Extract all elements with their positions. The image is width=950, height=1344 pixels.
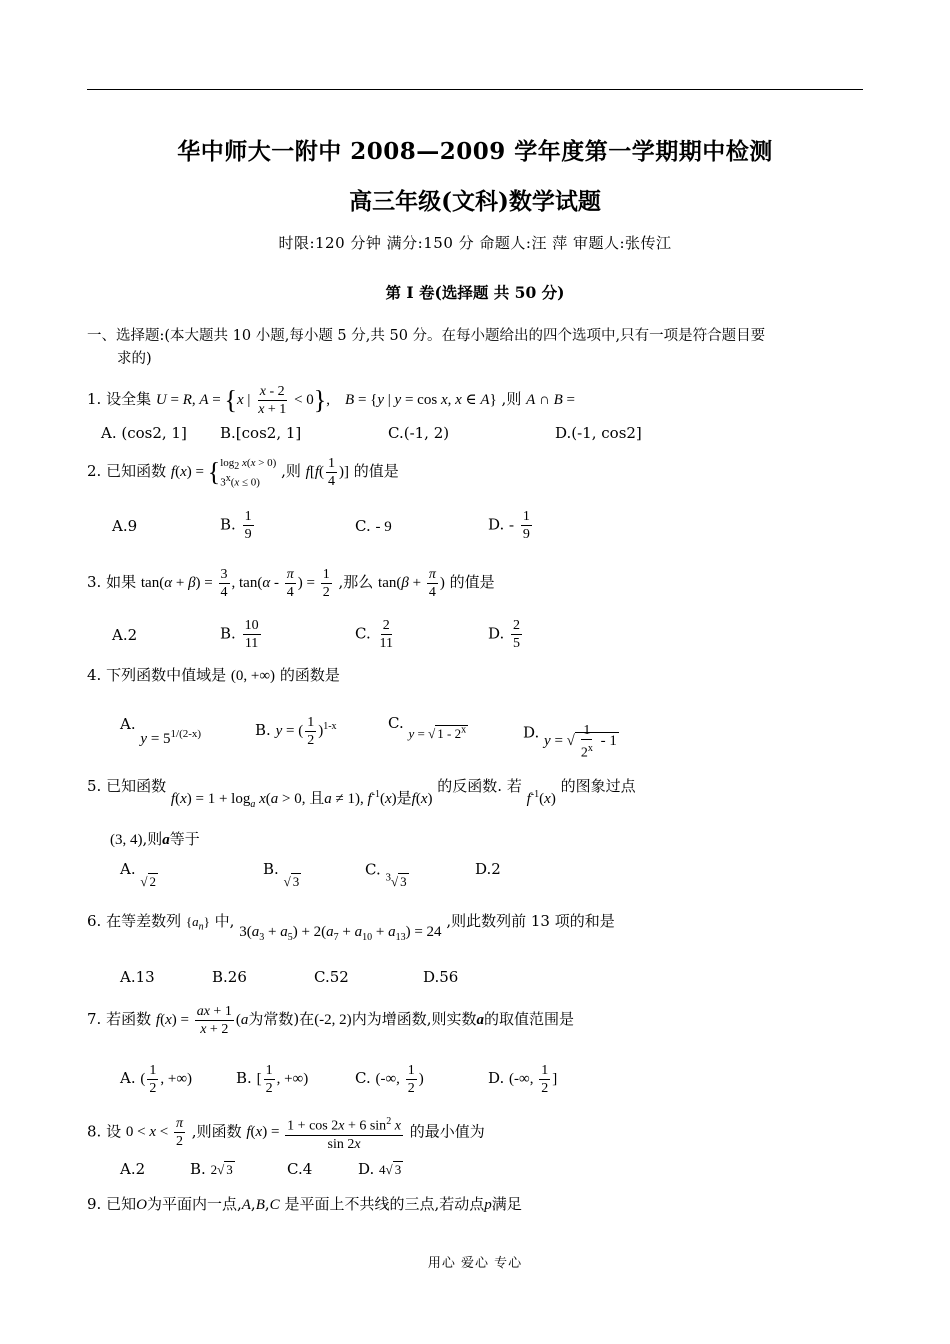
q3-option-c: C. $\frac{2}{11}$ xyxy=(355,618,393,651)
question-7: 7. 若函数 f(x) = $\frac{ax + 1}{x + 2}$ (a为常数)在(-2, 2)内为增函数,则实数a的取值范围是 xyxy=(87,1004,574,1037)
question-3: 3. 如果 tan(α + β) = $\frac{3}{4}$ , tan(α - $\frac{\pi}{4}$ ) = $\frac{1}{2}$ ,那么 tan(β + $\frac{\pi}{4}$ ) 的值是 xyxy=(87,567,495,600)
q5-option-b: B. √ 3 xyxy=(263,860,300,889)
header-rule xyxy=(87,89,863,90)
q2-piecewise: f(x) = { log2 x(x > 0) 3x(x ≤ 0) xyxy=(170,456,277,489)
q4-option-c: C. y = √ 1 - 2$^x$ xyxy=(388,714,467,741)
exam-title: 华中师大一附中 2008—2009 学年度第一学期期中检测 xyxy=(177,138,773,165)
q3-option-d: D. $\frac{2}{5}$ xyxy=(488,618,521,651)
q1-option-c: C.(-1, 2) xyxy=(388,424,450,442)
exam-subtitle: 高三年级(文科)数学试题 xyxy=(349,188,601,215)
question-8: 8. 设 0 < x < $\frac{\pi}{2}$ ,则函数 f(x) = $\frac{1 + \cos 2x + 6 \sin^2 x}{\sin 2x}$ 的最小值为 xyxy=(87,1113,485,1153)
q3-option-b: B. $\frac{10}{11}$ xyxy=(220,618,259,651)
question-5: 5. 已知函数 $f(x) = 1 + \log_a x(a > 0$, 且a ≠ 1), $f^{-1}(x)$是f(x) 的反函数. 若 $f^{-1}(x)$ 的图象过点 xyxy=(87,777,636,810)
q3-option-a: A.2 xyxy=(112,626,138,644)
instructions-line1: 一、选择题:(本大题共 10 小题,每小题 5 分,共 50 分。在每小题给出的四个选项中,只有一项是符合题目要 xyxy=(87,328,766,344)
instructions-line2: 求的) xyxy=(117,351,152,367)
q7-option-a: A. ( $\frac{1}{2}$ , +∞) xyxy=(120,1063,193,1096)
instructions xyxy=(87,325,877,371)
page-footer: 用心 爱心 专心 xyxy=(427,1256,523,1271)
q5-option-c: C. $^3$√ 3 xyxy=(365,860,407,890)
q6-option-d: D.56 xyxy=(423,968,459,986)
question-5-line2: (3, 4),则a等于 xyxy=(110,830,200,848)
question-4: 4. 下列函数中值域是 (0, +∞) 的函数是 xyxy=(87,666,340,684)
q3-formula: tan(α + β) = $\frac{3}{4}$ , tan(α - $\frac{\pi}{4}$ ) = $\frac{1}{2}$ xyxy=(140,567,330,600)
q1-option-b: B.[cos2, 1] xyxy=(220,424,302,442)
question-2: 2. 已知函数 f(x) = { log2 x(x > 0) 3x(x ≤ 0) ,则 f[f( $\frac{1}{4}$ )] 的值是 xyxy=(87,456,399,489)
q8-option-d: D. 4√ 3 xyxy=(358,1160,402,1178)
question-6: 6. 在等差数列 $\{a_n\}$ 中, $3(a_3 + a_5) + 2(a_7 + a_{10} + a_{13}) = 24$ ,则此数列前 13 项的和是 xyxy=(87,912,615,943)
q1-formula: U = R, A = {x | $\frac{x - 2}{x + 1}$ < 0}, B = {y | y = cos x, x ∈ A} xyxy=(155,384,497,417)
q7-option-b: B. [ $\frac{1}{2}$ , +∞) xyxy=(236,1063,309,1096)
q8-option-c: C.4 xyxy=(287,1160,313,1178)
q8-option-a: A.2 xyxy=(120,1160,146,1178)
q2-option-a: A.9 xyxy=(112,517,138,535)
q7-option-c: C. (-∞, $\frac{1}{2}$ ) xyxy=(355,1063,424,1096)
q6-option-c: C.52 xyxy=(314,968,349,986)
exam-meta: 时限:120 分钟 满分:150 分 命题人:汪 萍 审题人:张传江 xyxy=(278,234,672,252)
q1-option-d: D.(-1, cos2] xyxy=(555,424,642,442)
question-9: 9. 已知O为平面内一点,A,B,C 是平面上不共线的三点,若动点p满足 xyxy=(87,1195,522,1213)
q2-option-c: C. - 9 xyxy=(355,517,392,535)
q6-option-b: B.26 xyxy=(212,968,247,986)
question-1: 1. 设全集 U = R, A = {x | $\frac{x - 2}{x + 1}$ < 0}, B = {y | y = cos x, x ∈ A} ,则 A ∩ B = xyxy=(87,384,576,417)
q8-option-b: B. 2√ 3 xyxy=(190,1160,233,1178)
q6-option-a: A.13 xyxy=(120,968,155,986)
section-heading: 第 I 卷(选择题 共 50 分) xyxy=(385,283,565,302)
q4-option-a: A. $y = 5^{1/(2-x)}$ xyxy=(120,715,202,747)
q4-option-d: D. y = √ $\frac{1}{2^x}$ - 1 xyxy=(523,723,617,761)
q4-option-b: B. y = ( $\frac{1}{2}$ )$^{1-x}$ xyxy=(255,715,337,748)
q5-option-d: D.2 xyxy=(475,860,501,878)
q2-option-d: D. - $\frac{1}{9}$ xyxy=(488,509,530,542)
q2-option-b: B. $\frac{1}{9}$ xyxy=(220,509,252,542)
q1-option-a: A. (cos2, 1] xyxy=(101,424,187,442)
q7-option-d: D. (-∞, $\frac{1}{2}$ ] xyxy=(488,1063,558,1096)
q5-option-a: A. √ 2 xyxy=(120,860,157,889)
